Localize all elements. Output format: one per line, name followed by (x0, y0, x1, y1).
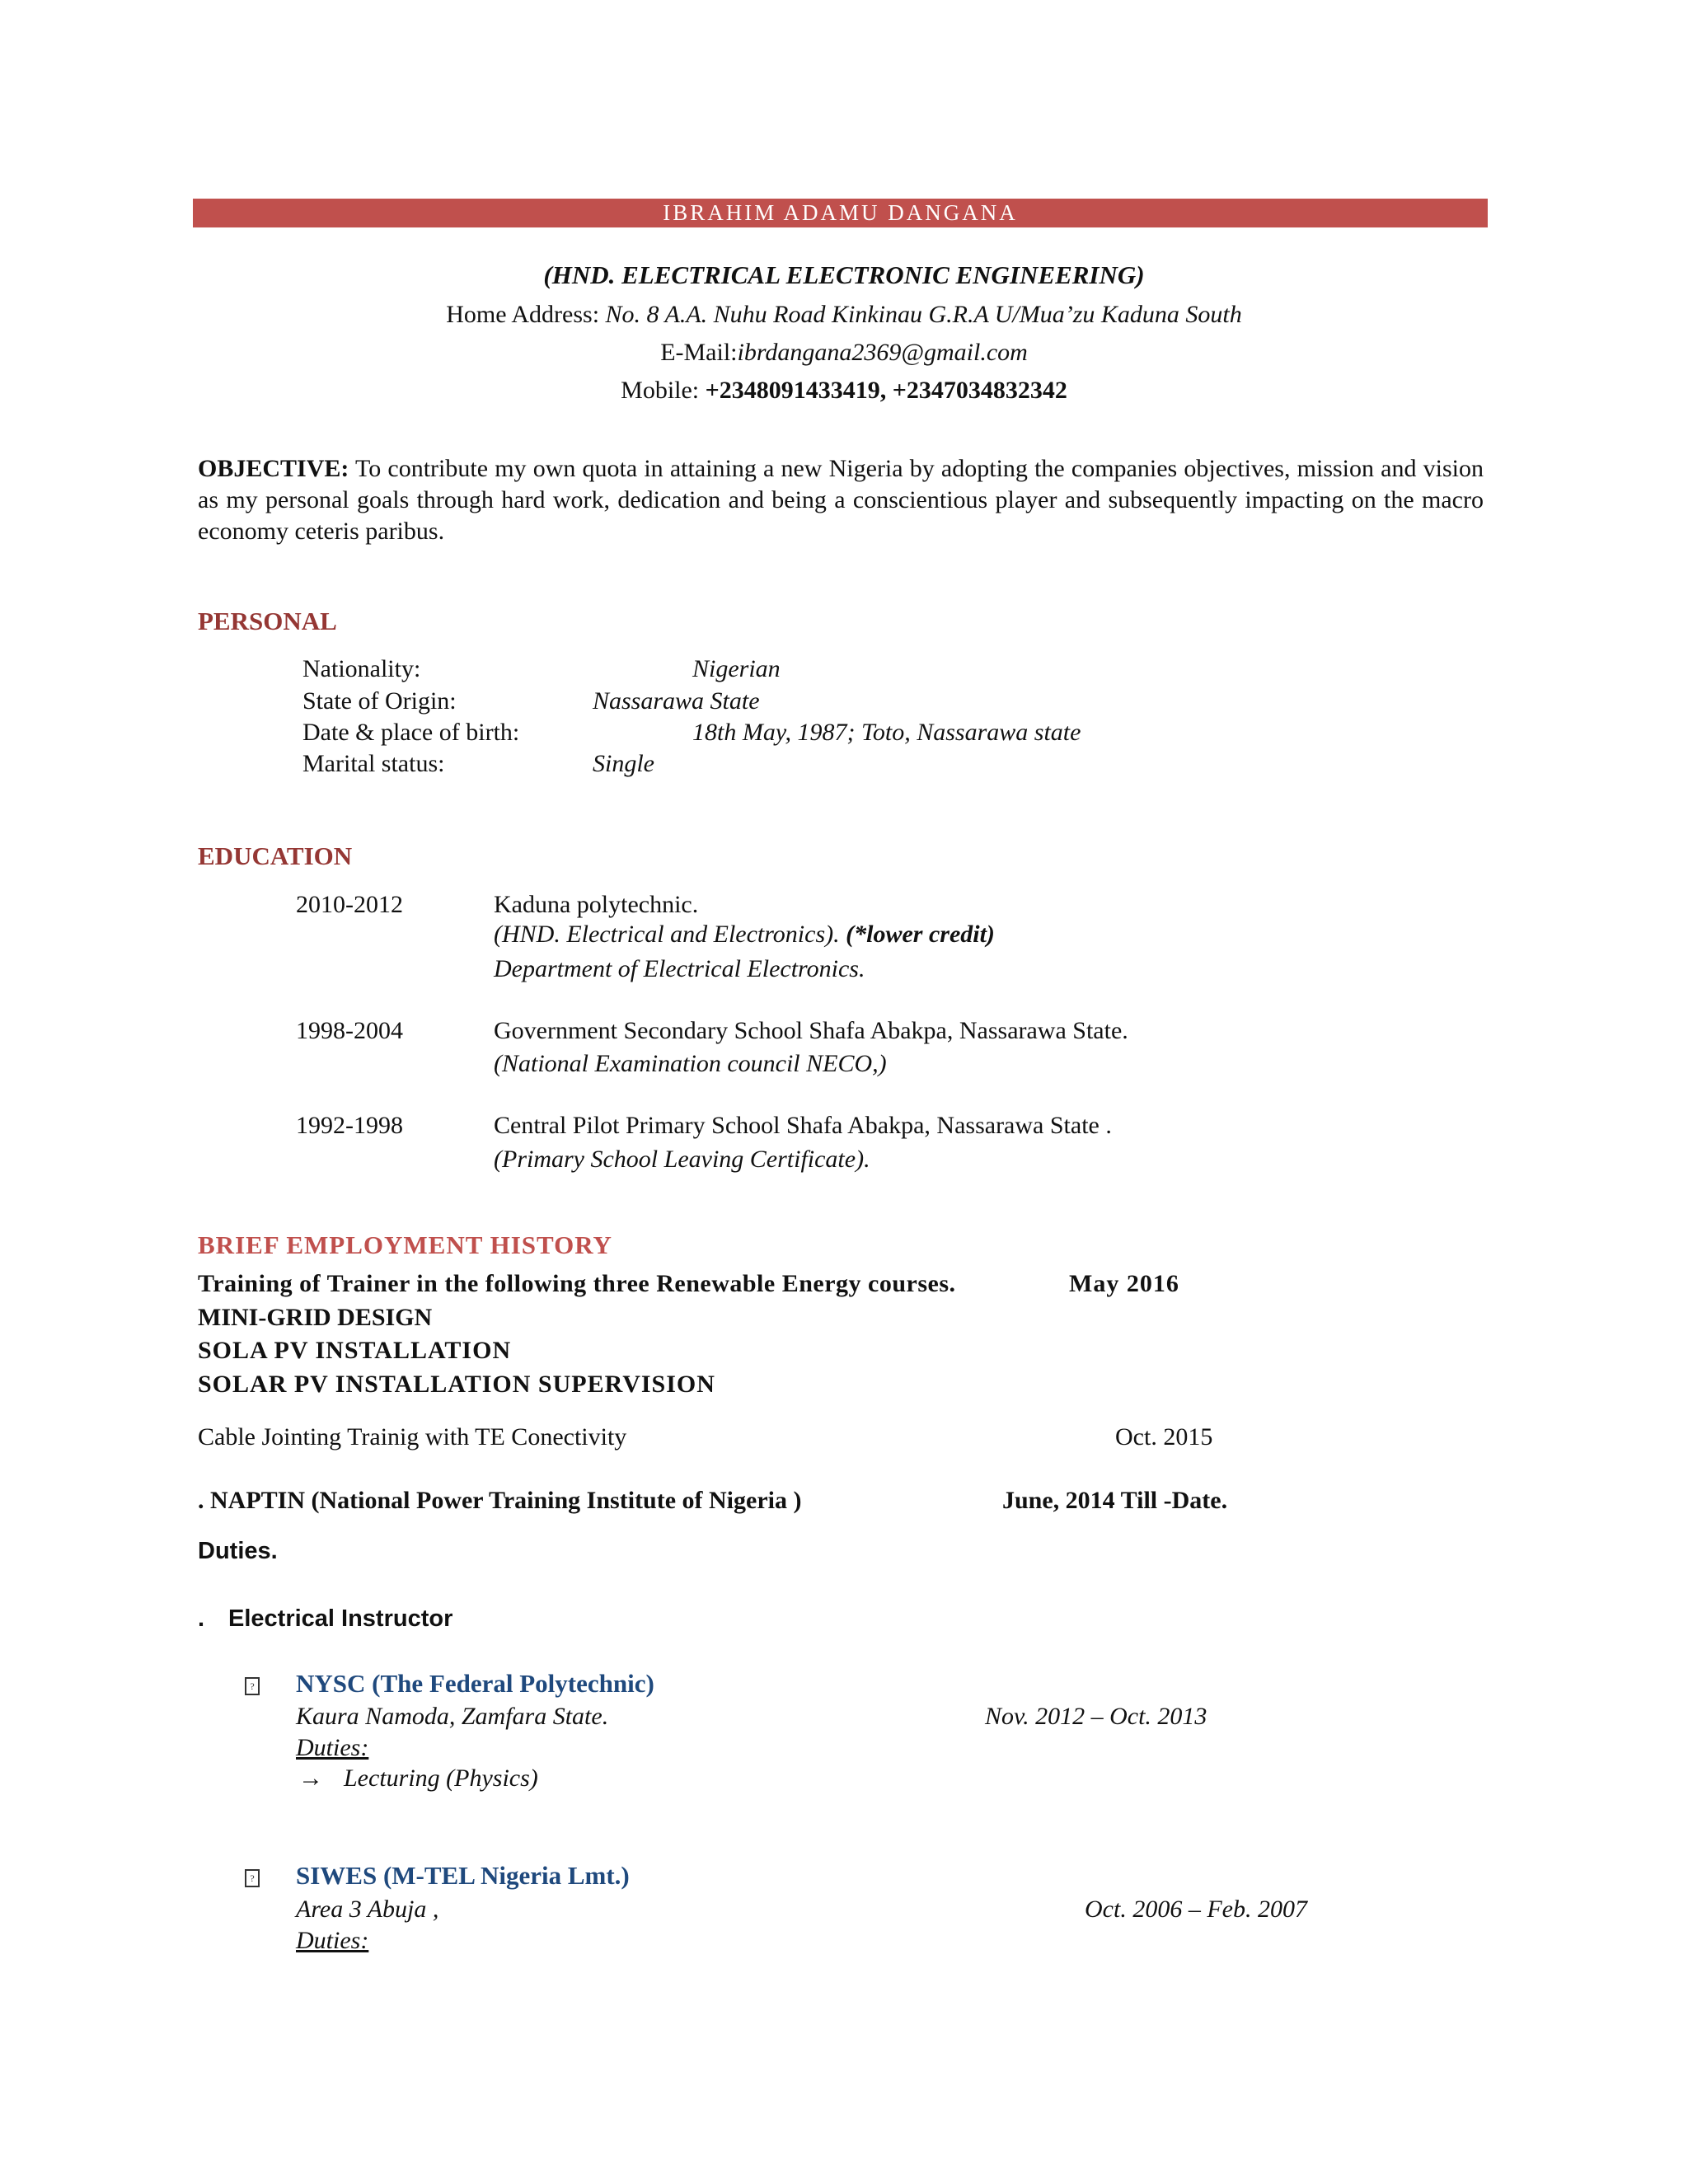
email-label: E-Mail: (660, 339, 738, 366)
duty-item-electrical-instructor: Electrical Instructor (228, 1605, 453, 1632)
course-1: MINI-GRID DESIGN (198, 1304, 433, 1331)
duty-bullet: . (198, 1605, 205, 1632)
email-line (0, 339, 1688, 367)
marital-status-label: Marital status: (302, 750, 445, 777)
objective-label: OBJECTIVE: (198, 455, 349, 482)
arrow-right-icon: → (298, 1765, 323, 1792)
address-line (0, 301, 1688, 329)
education-school-1: Kaduna polytechnic. (494, 891, 699, 918)
address-label: Home Address: (446, 301, 606, 328)
marital-status-value: Single (593, 750, 654, 777)
objective-paragraph (198, 453, 1484, 547)
education-detail-3: (Primary School Leaving Certificate). (494, 1146, 870, 1173)
education-school-3: Central Pilot Primary School Shafa Abakpa, Nassarawa State . (494, 1112, 1112, 1139)
education-school-2: Government Secondary School Shafa Abakpa, Nassarawa State. (494, 1017, 1128, 1044)
education-years-2: 1998-2004 (296, 1017, 403, 1044)
nysc-duty: Lecturing (Physics) (344, 1765, 538, 1792)
nysc-location: Kaura Namoda, Zamfara State. (296, 1703, 609, 1730)
education-heading: EDUCATION (198, 841, 353, 870)
cable-jointing-date: Oct. 2015 (1115, 1423, 1213, 1451)
tot-title: Training of Trainer in the following three Renewable Energy courses. (198, 1270, 956, 1297)
education-dept-1: Department of Electrical Electronics. (494, 955, 865, 982)
bullet-icon: ? (245, 1677, 260, 1695)
naptin-title: . NAPTIN (National Power Training Institute of Nigeria ) (198, 1487, 802, 1514)
siwes-dates: Oct. 2006 – Feb. 2007 (1085, 1896, 1307, 1923)
nationality-label: Nationality: (302, 655, 421, 682)
siwes-duties-label: Duties: (296, 1927, 369, 1954)
cable-jointing-title: Cable Jointing Trainig with TE Conectivity (198, 1423, 627, 1451)
nysc-dates: Nov. 2012 – Oct. 2013 (985, 1703, 1207, 1730)
duties-heading: Duties. (198, 1538, 278, 1564)
objective-text: To contribute my own quota in attaining a new Nigeria by adopting the companies objectives, mission and vision as my personal goals through hard work, dedication and being a conscientious player and subsequently impacting on the macro economy ceteris paribus. (198, 455, 1484, 545)
siwes-title: SIWES (M-TEL Nigeria Lmt.) (296, 1861, 630, 1890)
mobile-label: Mobile: (621, 377, 706, 404)
state-of-origin-label: State of Origin: (302, 687, 457, 715)
siwes-location: Area 3 Abuja , (296, 1896, 439, 1923)
education-detail-2: (National Examination council NECO,) (494, 1050, 887, 1077)
nysc-title: NYSC (The Federal Polytechnic) (296, 1669, 654, 1698)
education-detail-1: (HND. Electrical and Electronics). (*lower credit) (494, 921, 995, 948)
education-years-1: 2010-2012 (296, 891, 403, 918)
address-value: No. 8 A.A. Nuhu Road Kinkinau G.R.A U/Mua’zu Kaduna South (605, 301, 1242, 328)
tot-date: May 2016 (1069, 1270, 1179, 1297)
nationality-value: Nigerian (692, 655, 781, 682)
mobile-value: +2348091433419, +2347034832342 (705, 377, 1067, 404)
mobile-line (0, 377, 1688, 405)
grade-note: (*lower credit) (846, 921, 995, 948)
bullet-icon: ? (245, 1869, 260, 1887)
personal-heading: PERSONAL (198, 607, 337, 635)
employment-heading: BRIEF EMPLOYMENT HISTORY (198, 1230, 612, 1259)
name-banner: IBRAHIM ADAMU DANGANA (193, 199, 1488, 227)
naptin-date: June, 2014 Till -Date. (1002, 1487, 1228, 1514)
qualification-line: (HND. ELECTRICAL ELECTRONIC ENGINEERING) (543, 260, 1145, 289)
education-years-3: 1992-1998 (296, 1112, 403, 1139)
email-value[interactable]: ibrdangana2369@gmail.com (737, 339, 1028, 366)
birth-label: Date & place of birth: (302, 719, 520, 746)
course-2: SOLA PV INSTALLATION (198, 1337, 512, 1364)
state-of-origin-value: Nassarawa State (593, 687, 760, 715)
birth-value: 18th May, 1987; Toto, Nassarawa state (692, 719, 1081, 746)
nysc-duties-label: Duties: (296, 1734, 369, 1761)
course-3: SOLAR PV INSTALLATION SUPERVISION (198, 1371, 715, 1398)
